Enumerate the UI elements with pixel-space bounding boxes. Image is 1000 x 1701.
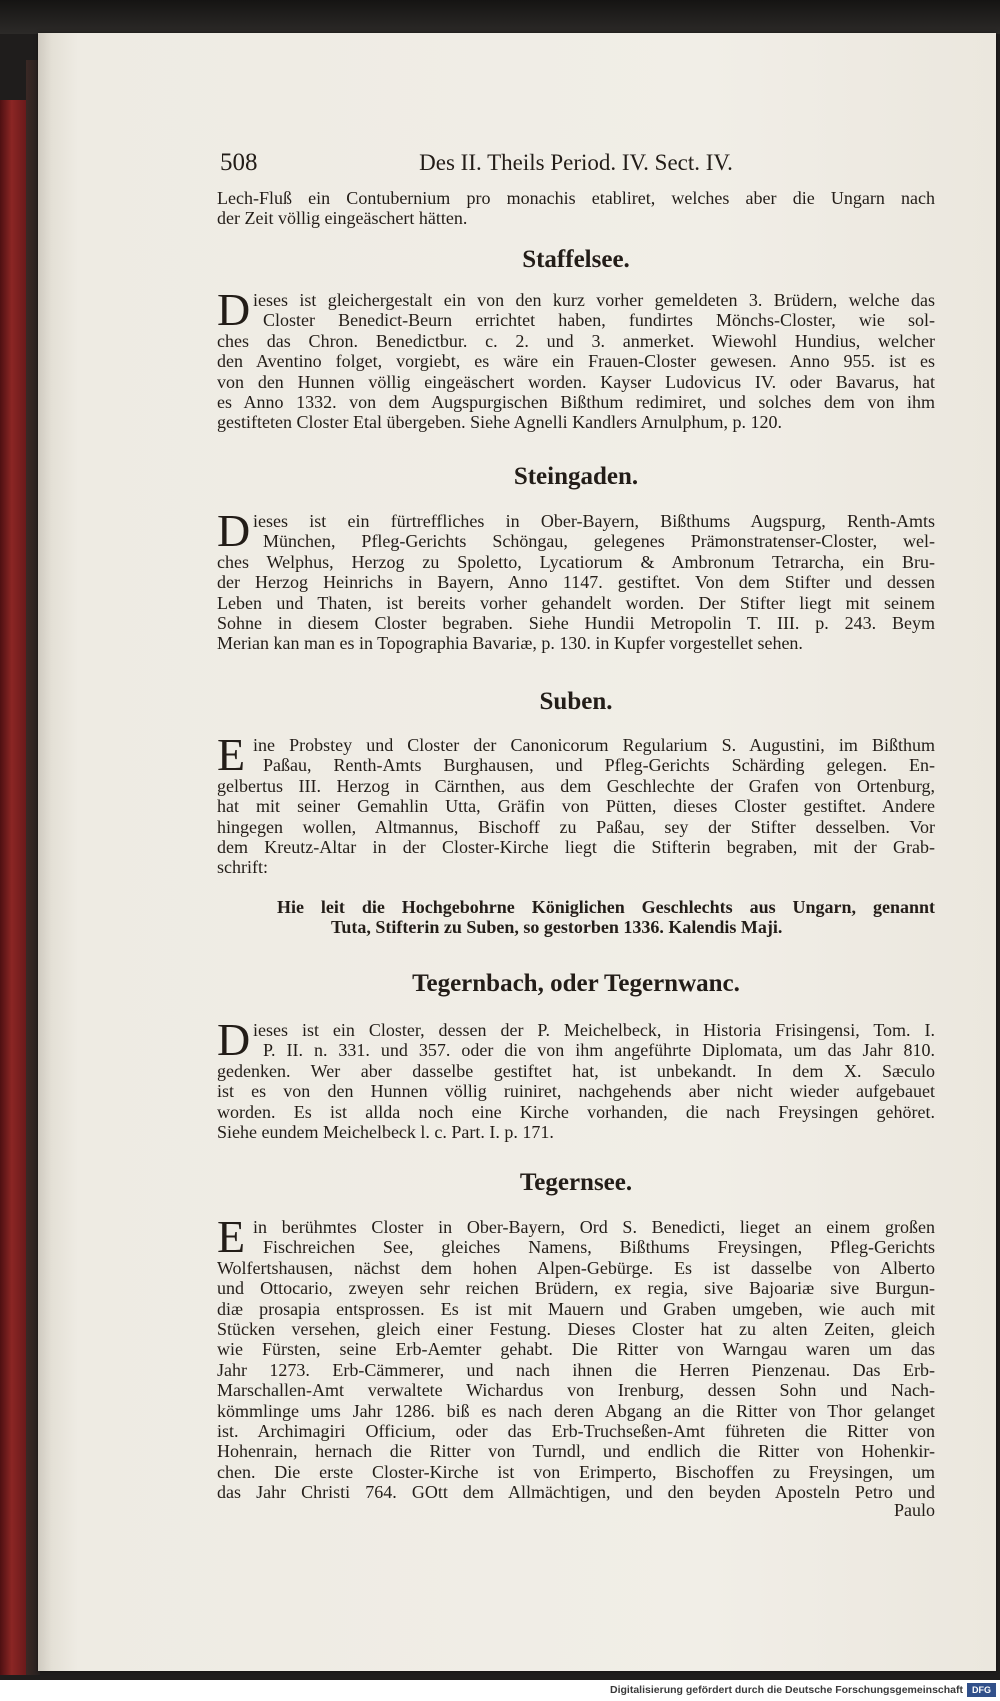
section-paragraph — [217, 284, 935, 433]
text-line — [217, 593, 935, 613]
line-text: chen. Die erste Closter-Kirche ist von Erimperto, Bischoffen zu Freysingen, um — [217, 1461, 935, 1482]
text-line — [217, 531, 935, 551]
text-line — [217, 633, 935, 653]
line-text: ist es von den Hunnen völlig ruiniret, nachgehends aber nicht wieder aufgebauet — [217, 1081, 935, 1102]
text-line — [217, 1421, 935, 1441]
line-text: Tuta, Stifterin zu Suben, so gestorben 1336. Kalendis Maji. — [331, 917, 783, 938]
line-text: kömmlinge ums Jahr 1286. biß es nach deren Abgang an die Ritter von Thor gelanget — [217, 1400, 935, 1421]
text-line — [217, 1462, 935, 1482]
inscription-line — [217, 917, 935, 937]
line-text: wie Fürsten, seine Erb-Aemter gehabt. Die Ritter von Warngau waren um das — [217, 1339, 935, 1360]
text-line — [217, 1339, 935, 1359]
drop-cap-initial: D — [217, 1014, 251, 1065]
drop-cap-initial: D — [217, 284, 251, 335]
line-text: Sohne in diesem Closter begraben. Siehe Hundii Metropolin T. III. p. 243. Beym — [217, 612, 935, 633]
page-number: 508 — [220, 149, 258, 176]
text-line — [217, 208, 935, 228]
line-text: E in berühmtes Closter in Ober-Bayern, Ord S. Benedicti, lieget an einem großen — [217, 1211, 935, 1262]
line-text: Stücken versehen, gleich einer Festung. Dieses Closter hat zu alten Zeiten, gleich — [217, 1318, 935, 1339]
line-text: der Herzog Heinrichs in Bayern, Anno 1147. gestiftet. Von dem Stifter und dessen — [217, 572, 935, 593]
scan-background-top — [0, 0, 1000, 34]
line-text: Merian kan man es in Topographia Bavariæ, p. 130. in Kupfer vorgestellet sehen. — [217, 633, 803, 654]
line-text: und Ottocario, zweyen sehr reichen Brüdern, ex regia, sive Bajoariæ sive Burgun- — [217, 1278, 935, 1299]
line-text: der Zeit völlig eingeäschert hätten. — [217, 208, 468, 229]
line-text: es Anno 1332. von dem Augspurgischen Bißthum redimiret, und solches dem von ihm — [217, 391, 935, 412]
running-head-title: Des II. Theils Period. IV. Sect. IV. — [419, 150, 733, 175]
catchword: Paulo — [893, 1500, 935, 1520]
line-text: Fischreichen See, gleiches Namens, Bißthums Freysingen, Pfleg-Gerichts — [263, 1237, 935, 1258]
running-head — [217, 149, 935, 177]
text-line — [217, 1360, 935, 1380]
section-heading: Suben. — [539, 688, 613, 715]
section-paragraph — [217, 1014, 935, 1142]
text-line — [217, 1040, 935, 1060]
funding-credit: Digitalisierung gefördert durch die Deutsche Forschungsgemeinschaft — [610, 1684, 963, 1696]
line-text: Wolfertshausen, nächst dem hohen Alpen-Gebürge. Es ist dasselbe von Alberto — [217, 1257, 935, 1278]
text-line — [217, 1441, 935, 1461]
line-text: Hohenrain, hernach die Ritter von Turndl, und endlich die Ritter von Hohenkir- — [217, 1441, 935, 1462]
text-line — [217, 310, 935, 330]
line-text: das Jahr Christi 764. GOtt dem Allmächtigen, und den beyden Aposteln Petro und — [217, 1482, 935, 1503]
line-text: gestifteten Closter Etal übergeben. Siehe Agnelli Kandlers Arnulphum, p. 120. — [217, 412, 783, 433]
text-line — [217, 1401, 935, 1421]
line-text: Marschallen-Amt verwaltete Wichardus von Irenburg, dessen Sohn und Nach- — [217, 1380, 935, 1401]
line-text: München, Pfleg-Gerichts Schöngau, gelegenes Prämonstratenser-Closter, wel- — [263, 531, 935, 552]
line-text: ist. Archimagiri Officium, oder das Erb-Truchseßen-Amt führeten die Ritter von — [217, 1420, 935, 1441]
continuation-paragraph — [217, 188, 935, 229]
line-text: ches das Chron. Benedictbur. c. 2. und 3. anmerket. Wiewohl Hundius, welcher — [217, 330, 935, 351]
section-heading: Staffelsee. — [522, 246, 630, 273]
line-text: D ieses ist ein Closter, dessen der P. Meichelbeck, in Historia Frisingensi, Tom. I. — [217, 1014, 935, 1065]
text-line — [217, 755, 935, 775]
text-line — [217, 1258, 935, 1278]
line-text: gelbertus III. Herzog in Cärnthen, aus dem Geschlechte der Grafen von Ortenburg, — [217, 775, 935, 796]
drop-cap-initial: E — [217, 1211, 246, 1262]
line-text: gedenken. Wer aber dasselbe gestiftet hat, ist unbekandt. In dem X. Sæculo — [217, 1060, 935, 1081]
text-line — [217, 552, 935, 572]
text-line — [217, 188, 935, 208]
dfg-logo: DFG — [967, 1683, 996, 1697]
text-line — [217, 1319, 935, 1339]
text-line — [217, 1380, 935, 1400]
line-text: Paßau, Renth-Amts Burghausen, und Pfleg-Gerichts Schärding gelegen. En- — [263, 755, 935, 776]
line-text: worden. Es ist allda noch eine Kirche vorhanden, die nach Freysingen gehöret. — [217, 1101, 935, 1122]
text-line — [217, 331, 935, 351]
line-text: hingegen wollen, Altmannus, Bischoff zu Paßau, sey der Stifter desselben. Vor — [217, 816, 935, 837]
text-line — [217, 776, 935, 796]
drop-cap-initial: D — [217, 505, 251, 556]
line-text: P. II. n. 331. und 357. oder die von ihm angeführte Diplomata, um das Jahr 810. — [263, 1040, 935, 1061]
text-line — [217, 1237, 935, 1257]
inscription-line — [217, 897, 935, 917]
line-text: Jahr 1273. Erb-Cämmerer, und nach ihnen die Herren Pienzenau. Das Erb- — [217, 1359, 935, 1380]
text-line — [217, 1061, 935, 1081]
text-line — [217, 613, 935, 633]
line-text: D ieses ist ein fürtreffliches in Ober-Bayern, Bißthums Augspurg, Renth-Amts — [217, 505, 935, 556]
line-text: Lech-Fluß ein Contubernium pro monachis etabliret, welches aber die Ungarn nach — [217, 188, 935, 208]
text-line — [217, 1122, 935, 1142]
section-heading: Steingaden. — [513, 463, 639, 490]
line-text: von den Hunnen völlig eingeäschert worden. Kayser Ludovicus IV. oder Bavarus, hat — [217, 371, 935, 392]
line-text: diæ prosapia entsprossen. Es ist mit Mauern und Graben umgeben, wie auch mit — [217, 1298, 935, 1319]
line-text: Closter Benedict-Beurn errichtet haben, fundirtes Mönchs-Closter, wie sol- — [263, 310, 935, 331]
text-line — [217, 1299, 935, 1319]
text-line — [217, 837, 935, 857]
section-heading: Tegernsee. — [519, 1169, 633, 1196]
line-text: hat mit seiner Gemahlin Utta, Gräfin von Pütten, dieses Closter gestiftet. Andere — [217, 796, 935, 817]
text-line — [217, 372, 935, 392]
line-text: den Aventino folget, vorgiebt, es wäre ein Frauen-Closter gewesen. Anno 955. ist es — [217, 351, 935, 372]
section-paragraph — [217, 729, 935, 878]
line-text: schrift: — [217, 857, 268, 878]
text-line — [217, 392, 935, 412]
line-text: Hie leit die Hochgebohrne Königlichen Geschlechts aus Ungarn, genannt — [277, 897, 935, 917]
section-heading: Tegernbach, oder Tegernwanc. — [412, 970, 740, 997]
text-line — [217, 412, 935, 432]
line-text: ches Welphus, Herzog zu Spoletto, Lycatiorum & Ambronum Tetrarcha, ein Bru- — [217, 551, 935, 572]
epitaph-inscription — [217, 897, 935, 938]
text-line — [217, 817, 935, 837]
text-line — [217, 1102, 935, 1122]
line-text: E ine Probstey und Closter der Canonicorum Regularium S. Augustini, im Bißthum — [217, 729, 935, 780]
text-line — [217, 572, 935, 592]
section-paragraph — [217, 505, 935, 654]
text-line — [217, 1081, 935, 1101]
book-binding-edge — [0, 100, 26, 1675]
text-line — [217, 796, 935, 816]
section-paragraph — [217, 1211, 935, 1503]
text-line — [217, 1278, 935, 1298]
text-line — [217, 351, 935, 371]
line-text: Leben und Thaten, ist bereits vorher gehandelt worden. Der Stifter liegt mit seinem — [217, 592, 935, 613]
line-text: Siehe eundem Meichelbeck l. c. Part. I. p. 171. — [217, 1121, 554, 1142]
line-text: dem Kreutz-Altar in der Closter-Kirche liegt die Stifterin begraben, mit der Grab- — [217, 836, 935, 857]
text-line — [217, 857, 935, 877]
line-text: D ieses ist gleichergestalt ein von den kurz vorher gemeldeten 3. Brüdern, welche das — [217, 284, 935, 335]
drop-cap-initial: E — [217, 729, 246, 780]
